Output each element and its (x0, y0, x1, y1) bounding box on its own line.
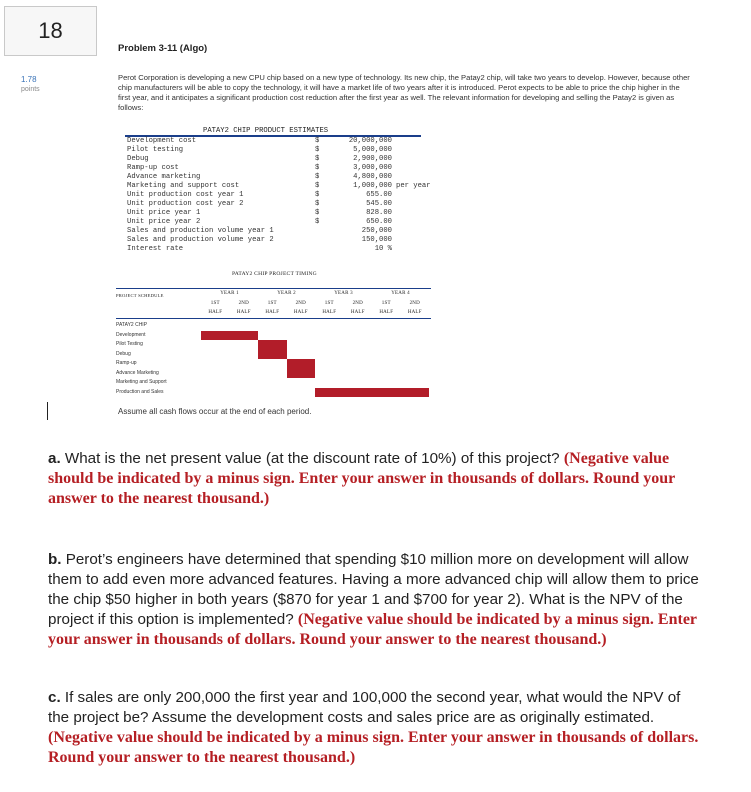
estimate-label: Unit price year 2 (127, 218, 201, 226)
timing-bar (201, 331, 258, 341)
estimate-row (127, 155, 431, 164)
year-header: YEAR 3 (334, 291, 353, 296)
timing-title: PATAY2 CHIP PROJECT TIMING (232, 271, 317, 277)
half-header: 1ST (210, 301, 220, 306)
estimate-row (127, 227, 431, 236)
estimate-row (127, 236, 431, 245)
question-a-text: What is the net present value (at the discount rate of 10%) of this project? (60, 450, 564, 467)
half-header: 2ND (295, 301, 306, 306)
half-header: HALF (350, 310, 365, 315)
timing-bar (258, 340, 287, 350)
timing-header-rule (116, 318, 431, 319)
half-header: HALF (322, 310, 337, 315)
estimate-amount: 650.00 (366, 218, 392, 226)
intro-paragraph: Perot Corporation is developing a new CPU chip based on a new type of technology. Its new chip, the Patay2 chip, will take two years to develop. However, because other chip manufacturers will be able to copy the technology, it will have a market life of two years after it is introduced. Perot expects to be able to price the chip higher in the first year, and it anticipates a significant production cost reduction after the first year as well. The relevant information for developing and selling the Patay2 is given as follows: (118, 73, 690, 112)
timing-bar (315, 388, 429, 398)
year-header: YEAR 1 (220, 291, 239, 296)
estimate-currency: $ (315, 155, 320, 163)
question-b-instruction: (Negative value should be indicated by a minus sign. Enter your answer in thousands of dollars. Round your answer to the nearest thousand.) (48, 611, 697, 648)
estimate-currency (315, 227, 337, 236)
assumption-note: Assume all cash flows occur at the end of each period. (118, 407, 312, 416)
timing-row-label: Marketing and Support (116, 379, 167, 385)
timing-bar (258, 350, 287, 360)
estimate-amount: 20,000,000 (348, 137, 392, 145)
estimate-currency: $ (315, 209, 320, 217)
question-c-text: If sales are only 200,000 the first year and 100,000 the second year, what would the NPV of the project be? Assume the development costs and sales price are as originally estimated. (48, 689, 681, 726)
estimate-currency: $ (315, 191, 320, 199)
text-cursor (47, 402, 48, 420)
estimate-label: Pilot testing (127, 146, 184, 154)
question-c (48, 688, 704, 768)
estimate-label: Unit production cost year 2 (127, 200, 244, 208)
points-label: points (21, 86, 40, 93)
estimate-unit (392, 173, 431, 182)
estimate-row (127, 146, 431, 155)
estimate-amount: 250,000 (361, 227, 392, 235)
estimate-amount: 655.00 (366, 191, 392, 199)
estimate-unit: per year (396, 182, 431, 190)
problem-intro (118, 73, 690, 115)
estimate-row (127, 182, 431, 191)
question-c-lead: c. (48, 689, 61, 706)
estimate-currency: $ (315, 173, 320, 181)
timing-row-label: Advance Marketing (116, 369, 159, 376)
estimate-amount: 5,000,000 (353, 146, 392, 154)
estimate-label: Interest rate (127, 245, 184, 253)
timing-top-rule (116, 288, 431, 289)
half-header: 2ND (238, 301, 249, 306)
estimate-currency: $ (315, 137, 320, 145)
estimate-row (127, 173, 431, 182)
timing-row-label: Debug (116, 350, 131, 357)
estimate-unit (392, 209, 431, 218)
half-header: HALF (208, 310, 223, 315)
timing-row-label: Development (116, 331, 146, 338)
estimate-row (127, 245, 431, 254)
points-value: 1.78 (21, 75, 37, 84)
half-header: 1ST (381, 301, 391, 306)
estimate-row (127, 191, 431, 200)
schedule-label: PROJECT SCHEDULE (116, 293, 164, 298)
estimate-label: Advance marketing (127, 173, 201, 181)
estimate-currency: $ (315, 182, 320, 190)
estimate-label: Unit production cost year 1 (127, 191, 244, 199)
timing-bar (287, 369, 316, 379)
half-header: HALF (236, 310, 251, 315)
estimate-unit (392, 227, 431, 236)
question-a-lead: a. (48, 450, 61, 467)
estimate-label: Debug (127, 155, 149, 163)
estimates-table (127, 137, 431, 254)
timing-row-label: Pilot Testing (116, 341, 143, 347)
estimate-unit (392, 191, 431, 200)
estimate-currency: $ (315, 218, 320, 226)
estimate-amount: 10 % (374, 245, 392, 253)
timing-row-label: Ramp-up (116, 360, 137, 366)
half-header: 1ST (267, 301, 277, 306)
estimate-label: Sales and production volume year 2 (127, 236, 274, 244)
half-header: HALF (379, 310, 394, 315)
estimate-currency: $ (315, 164, 320, 172)
timing-row-label: Production and Sales (116, 388, 164, 395)
question-a (48, 449, 704, 509)
estimate-amount: 3,000,000 (353, 164, 392, 172)
estimate-amount: 545.00 (366, 200, 392, 208)
question-b-lead: b. (48, 551, 62, 568)
estimate-amount: 828.00 (366, 209, 392, 217)
timing-bar (287, 359, 316, 369)
half-header: 2ND (409, 301, 420, 306)
estimate-label: Development cost (127, 137, 197, 145)
year-header: YEAR 4 (391, 291, 410, 296)
estimate-amount: 2,900,000 (353, 155, 392, 163)
estimate-unit (392, 245, 431, 254)
estimate-label: Unit price year 1 (127, 209, 201, 217)
estimate-amount: 150,000 (361, 236, 392, 244)
year-header: YEAR 2 (277, 291, 296, 296)
question-number-box (4, 6, 97, 56)
estimate-label: Sales and production volume year 1 (127, 227, 274, 235)
estimates-title: PATAY2 CHIP PRODUCT ESTIMATES (203, 127, 329, 135)
half-header: HALF (407, 310, 422, 315)
estimate-unit (392, 236, 431, 245)
question-number: 18 (38, 18, 63, 43)
estimate-row (127, 218, 431, 227)
half-header: HALF (265, 310, 280, 315)
estimate-row (127, 200, 431, 209)
question-b (48, 550, 704, 650)
question-a-instruction: (Negative value should be indicated by a minus sign. Enter your answer in thousands of dollars. Round your answer to the nearest thousand.) (48, 450, 675, 507)
estimate-amount: 4,800,000 (353, 173, 392, 181)
timing-row-label: PATAY2 CHIP (116, 322, 148, 328)
estimate-unit (392, 137, 431, 146)
estimate-currency: $ (315, 146, 320, 154)
question-b-text: Perot’s engineers have determined that spending $10 million more on development will allow them to add even more advanced features. Having a more advanced chip will allow them to price the chip $50 higher in both years ($870 for year 1 and $700 for year 2). What is the NPV of the project if this option is implemented? (48, 551, 699, 628)
estimate-amount: 1,000,000 (353, 182, 392, 190)
estimate-unit (392, 218, 431, 227)
estimate-currency (315, 245, 337, 254)
estimate-currency (315, 236, 337, 245)
half-header: HALF (293, 310, 308, 315)
half-header: 2ND (352, 301, 363, 306)
estimate-unit (392, 146, 431, 155)
estimate-unit (392, 155, 431, 164)
estimate-row (127, 164, 431, 173)
timing-chart (116, 282, 431, 395)
estimate-unit (392, 164, 431, 173)
question-c-instruction: (Negative value should be indicated by a minus sign. Enter your answer in thousands of dollars. Round your answer to the nearest thousand.) (48, 729, 699, 766)
estimate-label: Ramp-up cost (127, 164, 179, 172)
problem-title: Problem 3-11 (Algo) (118, 43, 208, 54)
estimate-row (127, 137, 431, 146)
half-header: 1ST (324, 301, 334, 306)
estimate-label: Marketing and support cost (127, 182, 240, 190)
estimate-row (127, 209, 431, 218)
estimate-currency: $ (315, 200, 320, 208)
estimate-unit (392, 200, 431, 209)
